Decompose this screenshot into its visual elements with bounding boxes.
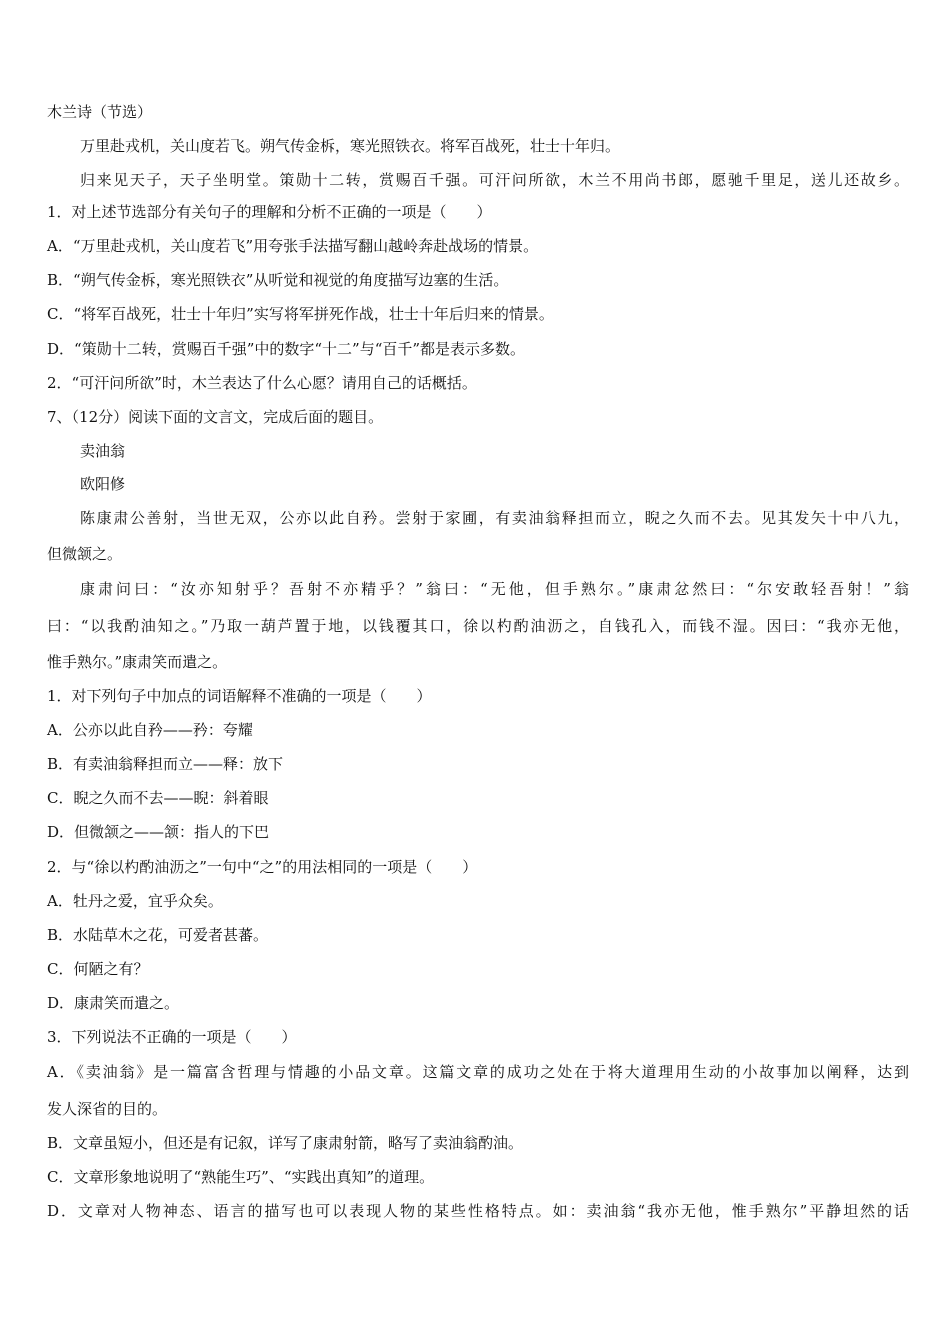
- poem-question-2: 2．“可汗问所欲”时，木兰表达了什么心愿？请用自己的话概括。: [47, 374, 477, 392]
- q2-option-a: A．牡丹之爱，宜乎众矣。: [47, 892, 223, 910]
- q3-option-b: B．文章虽短小，但还是有记叙，详写了康肃射箭，略写了卖油翁酌油。: [47, 1134, 524, 1152]
- q1-option-b: B．有卖油翁释担而立——释：放下: [47, 755, 284, 773]
- q3-option-d-line1: D．文章对人物神态、语言的描写也可以表现人物的某些性格特点。如：卖油翁“我亦无他，惟手熟尔”平静坦然的话: [47, 1202, 909, 1220]
- poem-q1-option-d: D．“策勋十二转，赏赐百千强”中的数字“十二”与“百千”都是表示多数。: [47, 340, 526, 358]
- section-7-heading: 7、（12分）阅读下面的文言文，完成后面的题目。: [47, 408, 384, 426]
- poem-line-1: 万里赴戎机，关山度若飞。朔气传金柝，寒光照铁衣。将军百战死，壮士十年归。: [80, 137, 621, 155]
- q2-option-b: B．水陆草木之花，可爱者甚蕃。: [47, 926, 269, 944]
- passage-para1-line2: 但微颔之。: [47, 545, 123, 563]
- passage-title: 卖油翁: [80, 442, 126, 460]
- q1-option-c: C．睨之久而不去——睨：斜着眼: [47, 789, 269, 807]
- q3-option-c: C．文章形象地说明了“熟能生巧”、“实践出真知”的道理。: [47, 1168, 435, 1186]
- poem-q1-option-b: B．“朔气传金柝，寒光照铁衣”从听觉和视觉的角度描写边塞的生活。: [47, 271, 509, 289]
- poem-title: 木兰诗（节选）: [47, 103, 153, 121]
- q3-option-a-line2: 发人深省的目的。: [47, 1100, 168, 1118]
- passage-para1-line1: 陈康肃公善射，当世无双，公亦以此自矜。尝射于家圃，有卖油翁释担而立，睨之久而不去。见其发矢十中八九，: [80, 509, 909, 527]
- question-2: 2．与“徐以杓酌油沥之”一句中“之”的用法相同的一项是（ ）: [47, 858, 478, 876]
- question-1: 1．对下列句子中加点的词语解释不准确的一项是（ ）: [47, 687, 432, 705]
- passage-author: 欧阳修: [80, 475, 126, 493]
- q3-option-a-line1: A．《卖油翁》是一篇富含哲理与情趣的小品文章。这篇文章的成功之处在于将大道理用生动的小故事加以阐释，达到: [47, 1063, 909, 1081]
- poem-q1-option-c: C．“将军百战死，壮士十年归”实写将军拼死作战，壮士十年后归来的情景。: [47, 305, 554, 323]
- q1-option-d: D．但微颔之——颔：指人的下巴: [47, 823, 270, 841]
- poem-q1-option-a: A．“万里赴戎机，关山度若飞”用夸张手法描写翻山越岭奔赴战场的情景。: [47, 237, 539, 255]
- poem-line-2: 归来见天子，天子坐明堂。策勋十二转，赏赐百千强。可汗问所欲，木兰不用尚书郎，愿驰千里足，送儿还故乡。: [80, 171, 909, 189]
- passage-para2-line1: 康肃问曰：“汝亦知射乎？吾射不亦精乎？”翁曰：“无他，但手熟尔。”康肃忿然曰：“尔安敢轻吾射！”翁: [80, 580, 909, 598]
- passage-para2-line2: 曰：“以我酌油知之。”乃取一葫芦置于地，以钱覆其口，徐以杓酌油沥之，自钱孔入，而钱不湿。因曰：“我亦无他，: [47, 617, 909, 635]
- q1-option-a: A．公亦以此自矜——矜：夸耀: [47, 721, 253, 739]
- q2-option-d: D．康肃笑而遣之。: [47, 994, 180, 1012]
- q2-option-c: C．何陋之有？: [47, 960, 149, 978]
- passage-para2-line3: 惟手熟尔。”康肃笑而遣之。: [47, 653, 228, 671]
- poem-question-1: 1．对上述节选部分有关句子的理解和分析不正确的一项是（ ）: [47, 203, 492, 221]
- question-3: 3．下列说法不正确的一项是（ ）: [47, 1028, 297, 1046]
